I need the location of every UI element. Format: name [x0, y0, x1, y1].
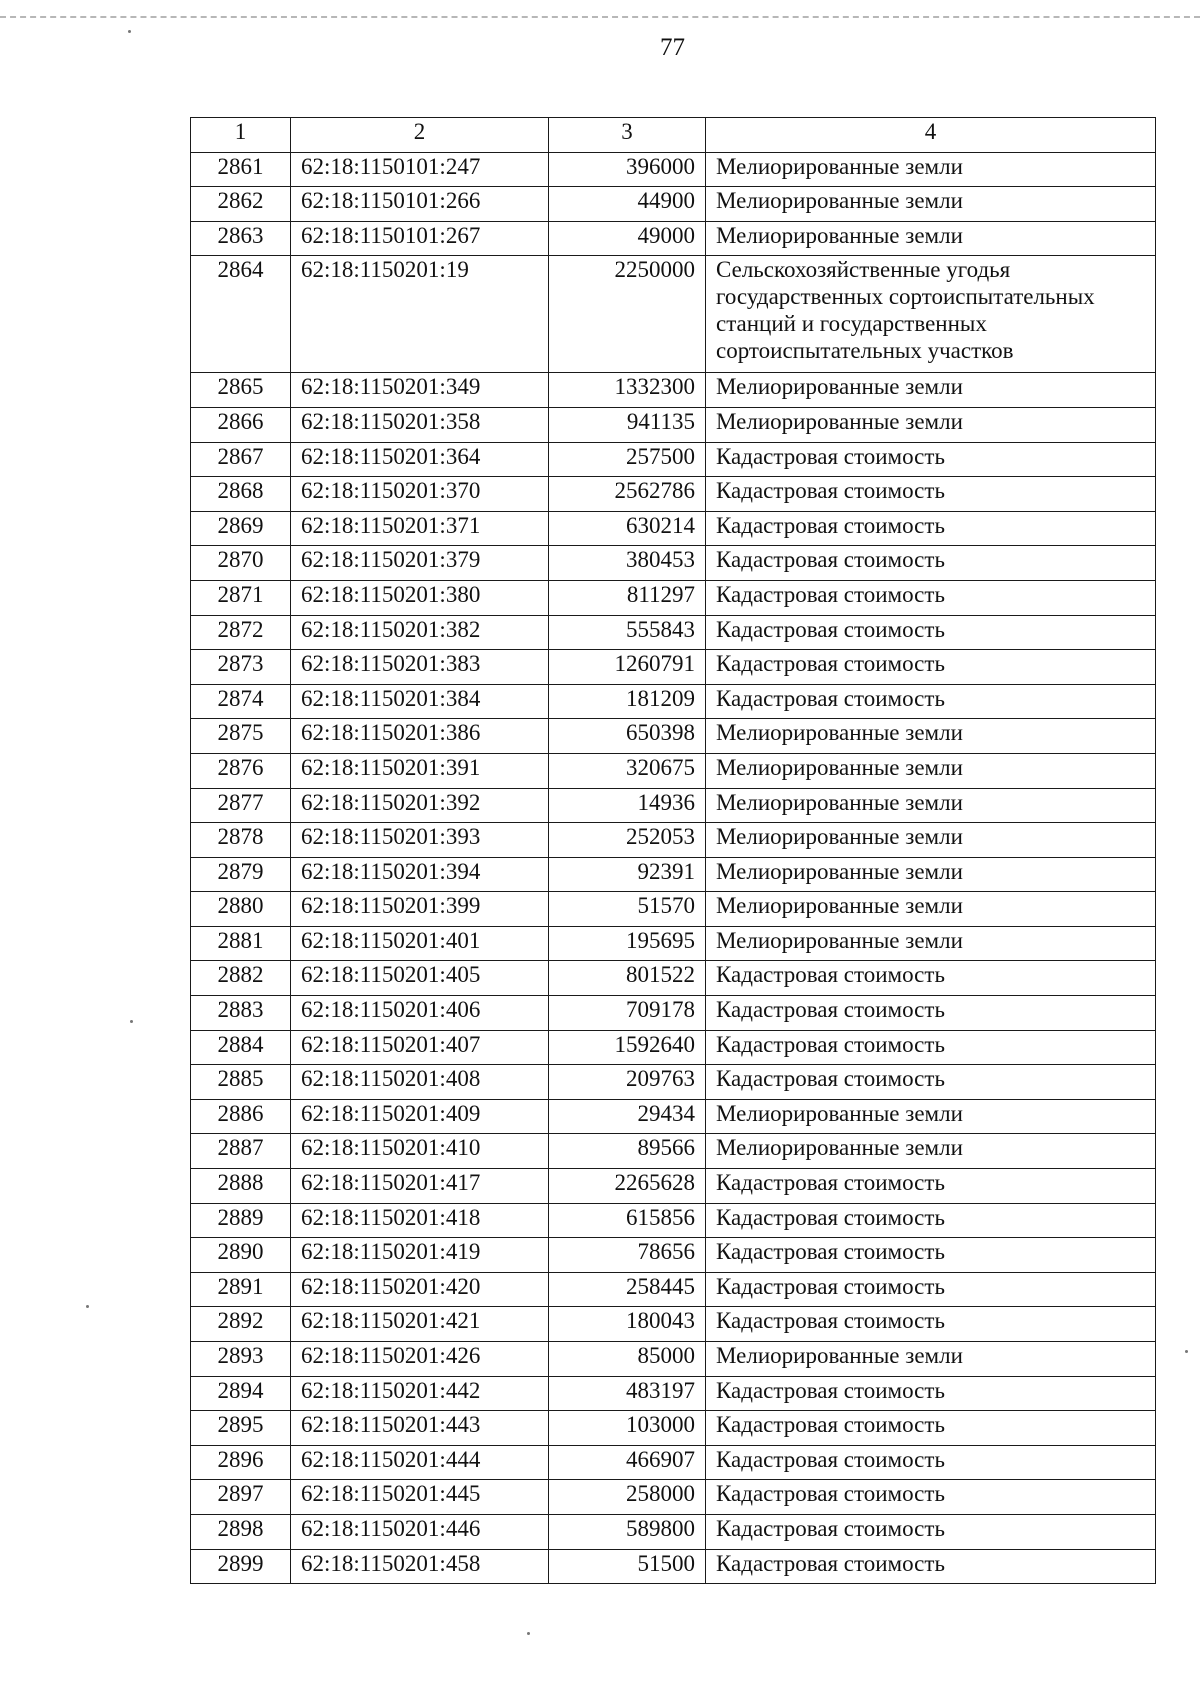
- land-category: Мелиорированные земли: [706, 857, 1156, 892]
- cadastral-value: 2250000: [549, 256, 706, 373]
- land-category: Кадастровая стоимость: [706, 511, 1156, 546]
- table-row: [191, 1099, 1156, 1134]
- row-number: 2899: [191, 1549, 291, 1584]
- cadastral-value: 14936: [549, 788, 706, 823]
- table-row: [191, 1238, 1156, 1273]
- cadastral-value: 615856: [549, 1203, 706, 1238]
- table-row: [191, 615, 1156, 650]
- cadastral-value: 1592640: [549, 1030, 706, 1065]
- land-category: Мелиорированные земли: [706, 892, 1156, 927]
- cadastral-number: 62:18:1150201:393: [291, 823, 549, 858]
- row-number: 2894: [191, 1376, 291, 1411]
- column-header-type: 4: [706, 118, 1156, 153]
- cadastral-number: 62:18:1150201:420: [291, 1272, 549, 1307]
- land-category: Кадастровая стоимость: [706, 1238, 1156, 1273]
- cadastral-number: 62:18:1150201:419: [291, 1238, 549, 1273]
- cadastral-number: 62:18:1150201:392: [291, 788, 549, 823]
- table-row: [191, 1445, 1156, 1480]
- cadastral-number: 62:18:1150201:358: [291, 407, 549, 442]
- table-row: [191, 961, 1156, 996]
- table-row: [191, 256, 1156, 373]
- table-row: [191, 857, 1156, 892]
- table-row: [191, 650, 1156, 685]
- table-body: [191, 152, 1156, 1584]
- cadastral-number: 62:18:1150101:267: [291, 221, 549, 256]
- scan-speck: [128, 30, 131, 33]
- row-number: 2886: [191, 1099, 291, 1134]
- row-number: 2875: [191, 719, 291, 754]
- table-row: [191, 1342, 1156, 1377]
- cadastral-number: 62:18:1150201:445: [291, 1480, 549, 1515]
- row-number: 2880: [191, 892, 291, 927]
- land-category: Мелиорированные земли: [706, 1134, 1156, 1169]
- row-number: 2897: [191, 1480, 291, 1515]
- land-category: Мелиорированные земли: [706, 823, 1156, 858]
- row-number: 2867: [191, 442, 291, 477]
- cadastral-number: 62:18:1150201:446: [291, 1514, 549, 1549]
- land-category: Кадастровая стоимость: [706, 546, 1156, 581]
- cadastral-number: 62:18:1150201:386: [291, 719, 549, 754]
- cadastral-number: 62:18:1150201:417: [291, 1169, 549, 1204]
- table-row: [191, 152, 1156, 187]
- land-category: Мелиорированные земли: [706, 407, 1156, 442]
- cadastral-value: 89566: [549, 1134, 706, 1169]
- cadastral-value: 589800: [549, 1514, 706, 1549]
- cadastral-value: 650398: [549, 719, 706, 754]
- land-category: Сельскохозяйственные угодья государственных сортоиспытательных станций и государственных сортоиспытательных участков: [706, 256, 1156, 373]
- cadastral-value: 85000: [549, 1342, 706, 1377]
- table-row: [191, 187, 1156, 222]
- row-number: 2862: [191, 187, 291, 222]
- row-number: 2874: [191, 684, 291, 719]
- column-header-value: 3: [549, 118, 706, 153]
- row-number: 2881: [191, 926, 291, 961]
- cadastral-value: 1260791: [549, 650, 706, 685]
- row-number: 2866: [191, 407, 291, 442]
- land-category: Мелиорированные земли: [706, 373, 1156, 408]
- cadastral-number: 62:18:1150201:442: [291, 1376, 549, 1411]
- row-number: 2868: [191, 477, 291, 512]
- cadastral-value: 380453: [549, 546, 706, 581]
- row-number: 2898: [191, 1514, 291, 1549]
- cadastral-value: 396000: [549, 152, 706, 187]
- scan-speck: [86, 1305, 89, 1308]
- cadastral-table: [190, 117, 1156, 1584]
- row-number: 2869: [191, 511, 291, 546]
- table-row: [191, 684, 1156, 719]
- cadastral-number: 62:18:1150201:410: [291, 1134, 549, 1169]
- cadastral-value: 801522: [549, 961, 706, 996]
- cadastral-number: 62:18:1150201:401: [291, 926, 549, 961]
- cadastral-value: 2562786: [549, 477, 706, 512]
- cadastral-number: 62:18:1150201:458: [291, 1549, 549, 1584]
- cadastral-number: 62:18:1150101:266: [291, 187, 549, 222]
- land-category: Кадастровая стоимость: [706, 1480, 1156, 1515]
- cadastral-number: 62:18:1150201:382: [291, 615, 549, 650]
- row-number: 2879: [191, 857, 291, 892]
- table-row: [191, 580, 1156, 615]
- table-row: [191, 753, 1156, 788]
- land-category: Кадастровая стоимость: [706, 477, 1156, 512]
- table-header-row: [191, 118, 1156, 153]
- row-number: 2893: [191, 1342, 291, 1377]
- cadastral-number: 62:18:1150201:421: [291, 1307, 549, 1342]
- cadastral-number: 62:18:1150201:444: [291, 1445, 549, 1480]
- row-number: 2861: [191, 152, 291, 187]
- table-row: [191, 788, 1156, 823]
- table-row: [191, 477, 1156, 512]
- cadastral-number: 62:18:1150201:405: [291, 961, 549, 996]
- land-category: Мелиорированные земли: [706, 719, 1156, 754]
- cadastral-value: 811297: [549, 580, 706, 615]
- cadastral-number: 62:18:1150101:247: [291, 152, 549, 187]
- land-category: Кадастровая стоимость: [706, 1272, 1156, 1307]
- row-number: 2878: [191, 823, 291, 858]
- cadastral-number: 62:18:1150201:408: [291, 1065, 549, 1100]
- land-category: Кадастровая стоимость: [706, 1376, 1156, 1411]
- cadastral-number: 62:18:1150201:383: [291, 650, 549, 685]
- cadastral-value: 44900: [549, 187, 706, 222]
- cadastral-value: 257500: [549, 442, 706, 477]
- row-number: 2890: [191, 1238, 291, 1273]
- cadastral-number: 62:18:1150201:443: [291, 1411, 549, 1446]
- table-row: [191, 407, 1156, 442]
- cadastral-value: 252053: [549, 823, 706, 858]
- cadastral-number: 62:18:1150201:370: [291, 477, 549, 512]
- cadastral-number: 62:18:1150201:426: [291, 1342, 549, 1377]
- cadastral-number: 62:18:1150201:409: [291, 1099, 549, 1134]
- row-number: 2863: [191, 221, 291, 256]
- table-row: [191, 546, 1156, 581]
- column-header-number: 1: [191, 118, 291, 153]
- table-row: [191, 1065, 1156, 1100]
- cadastral-value: 78656: [549, 1238, 706, 1273]
- cadastral-number: 62:18:1150201:394: [291, 857, 549, 892]
- table-row: [191, 719, 1156, 754]
- land-category: Мелиорированные земли: [706, 152, 1156, 187]
- row-number: 2891: [191, 1272, 291, 1307]
- table-row: [191, 1134, 1156, 1169]
- land-category: Кадастровая стоимость: [706, 1307, 1156, 1342]
- table-row: [191, 1376, 1156, 1411]
- land-category: Мелиорированные земли: [706, 926, 1156, 961]
- cadastral-number: 62:18:1150201:384: [291, 684, 549, 719]
- row-number: 2883: [191, 996, 291, 1031]
- land-category: Мелиорированные земли: [706, 1099, 1156, 1134]
- land-category: Кадастровая стоимость: [706, 442, 1156, 477]
- cadastral-value: 320675: [549, 753, 706, 788]
- cadastral-number: 62:18:1150201:364: [291, 442, 549, 477]
- cadastral-value: 180043: [549, 1307, 706, 1342]
- table-row: [191, 1549, 1156, 1584]
- land-category: Кадастровая стоимость: [706, 684, 1156, 719]
- table-row: [191, 1514, 1156, 1549]
- row-number: 2870: [191, 546, 291, 581]
- cadastral-value: 258000: [549, 1480, 706, 1515]
- row-number: 2864: [191, 256, 291, 373]
- scan-speck: [527, 1632, 530, 1635]
- land-category: Кадастровая стоимость: [706, 1445, 1156, 1480]
- table-row: [191, 823, 1156, 858]
- cadastral-value: 483197: [549, 1376, 706, 1411]
- cadastral-value: 92391: [549, 857, 706, 892]
- cadastral-number: 62:18:1150201:418: [291, 1203, 549, 1238]
- scan-speck: [130, 1020, 133, 1023]
- cadastral-number: 62:18:1150201:380: [291, 580, 549, 615]
- row-number: 2895: [191, 1411, 291, 1446]
- table-row: [191, 996, 1156, 1031]
- row-number: 2892: [191, 1307, 291, 1342]
- table-row: [191, 442, 1156, 477]
- cadastral-number: 62:18:1150201:19: [291, 256, 549, 373]
- table-row: [191, 1480, 1156, 1515]
- row-number: 2896: [191, 1445, 291, 1480]
- cadastral-value: 258445: [549, 1272, 706, 1307]
- cadastral-value: 555843: [549, 615, 706, 650]
- land-category: Кадастровая стоимость: [706, 580, 1156, 615]
- land-category: Кадастровая стоимость: [706, 1203, 1156, 1238]
- cadastral-value: 29434: [549, 1099, 706, 1134]
- cadastral-value: 630214: [549, 511, 706, 546]
- cadastral-value: 181209: [549, 684, 706, 719]
- land-category: Кадастровая стоимость: [706, 1065, 1156, 1100]
- cadastral-number: 62:18:1150201:407: [291, 1030, 549, 1065]
- cadastral-value: 49000: [549, 221, 706, 256]
- land-category: Мелиорированные земли: [706, 753, 1156, 788]
- row-number: 2865: [191, 373, 291, 408]
- land-category: Кадастровая стоимость: [706, 961, 1156, 996]
- page-number: 77: [660, 34, 685, 61]
- row-number: 2889: [191, 1203, 291, 1238]
- row-number: 2882: [191, 961, 291, 996]
- cadastral-value: 709178: [549, 996, 706, 1031]
- table-row: [191, 1272, 1156, 1307]
- row-number: 2871: [191, 580, 291, 615]
- row-number: 2872: [191, 615, 291, 650]
- row-number: 2888: [191, 1169, 291, 1204]
- cadastral-number: 62:18:1150201:379: [291, 546, 549, 581]
- cadastral-number: 62:18:1150201:406: [291, 996, 549, 1031]
- scan-speck: [1185, 1350, 1188, 1353]
- row-number: 2884: [191, 1030, 291, 1065]
- table-row: [191, 926, 1156, 961]
- table-row: [191, 373, 1156, 408]
- cadastral-value: 941135: [549, 407, 706, 442]
- table-row: [191, 1411, 1156, 1446]
- land-category: Кадастровая стоимость: [706, 996, 1156, 1031]
- table-row: [191, 1169, 1156, 1204]
- scan-edge-line: [0, 16, 1200, 18]
- land-category: Мелиорированные земли: [706, 187, 1156, 222]
- column-header-cadastral: 2: [291, 118, 549, 153]
- row-number: 2877: [191, 788, 291, 823]
- cadastral-value: 195695: [549, 926, 706, 961]
- cadastral-value: 103000: [549, 1411, 706, 1446]
- land-category: Кадастровая стоимость: [706, 1514, 1156, 1549]
- cadastral-value: 466907: [549, 1445, 706, 1480]
- cadastral-value: 1332300: [549, 373, 706, 408]
- table-row: [191, 221, 1156, 256]
- table-row: [191, 1307, 1156, 1342]
- cadastral-value: 209763: [549, 1065, 706, 1100]
- cadastral-value: 51500: [549, 1549, 706, 1584]
- table-row: [191, 892, 1156, 927]
- cadastral-number: 62:18:1150201:349: [291, 373, 549, 408]
- row-number: 2876: [191, 753, 291, 788]
- land-category: Мелиорированные земли: [706, 1342, 1156, 1377]
- table-row: [191, 1030, 1156, 1065]
- cadastral-value: 2265628: [549, 1169, 706, 1204]
- land-category: Мелиорированные земли: [706, 788, 1156, 823]
- table-row: [191, 511, 1156, 546]
- land-category: Кадастровая стоимость: [706, 650, 1156, 685]
- row-number: 2885: [191, 1065, 291, 1100]
- land-category: Мелиорированные земли: [706, 221, 1156, 256]
- row-number: 2887: [191, 1134, 291, 1169]
- land-category: Кадастровая стоимость: [706, 1030, 1156, 1065]
- land-category: Кадастровая стоимость: [706, 1411, 1156, 1446]
- land-category: Кадастровая стоимость: [706, 615, 1156, 650]
- table-row: [191, 1203, 1156, 1238]
- land-category: Кадастровая стоимость: [706, 1549, 1156, 1584]
- row-number: 2873: [191, 650, 291, 685]
- land-category: Кадастровая стоимость: [706, 1169, 1156, 1204]
- cadastral-number: 62:18:1150201:399: [291, 892, 549, 927]
- cadastral-value: 51570: [549, 892, 706, 927]
- cadastral-number: 62:18:1150201:371: [291, 511, 549, 546]
- cadastral-number: 62:18:1150201:391: [291, 753, 549, 788]
